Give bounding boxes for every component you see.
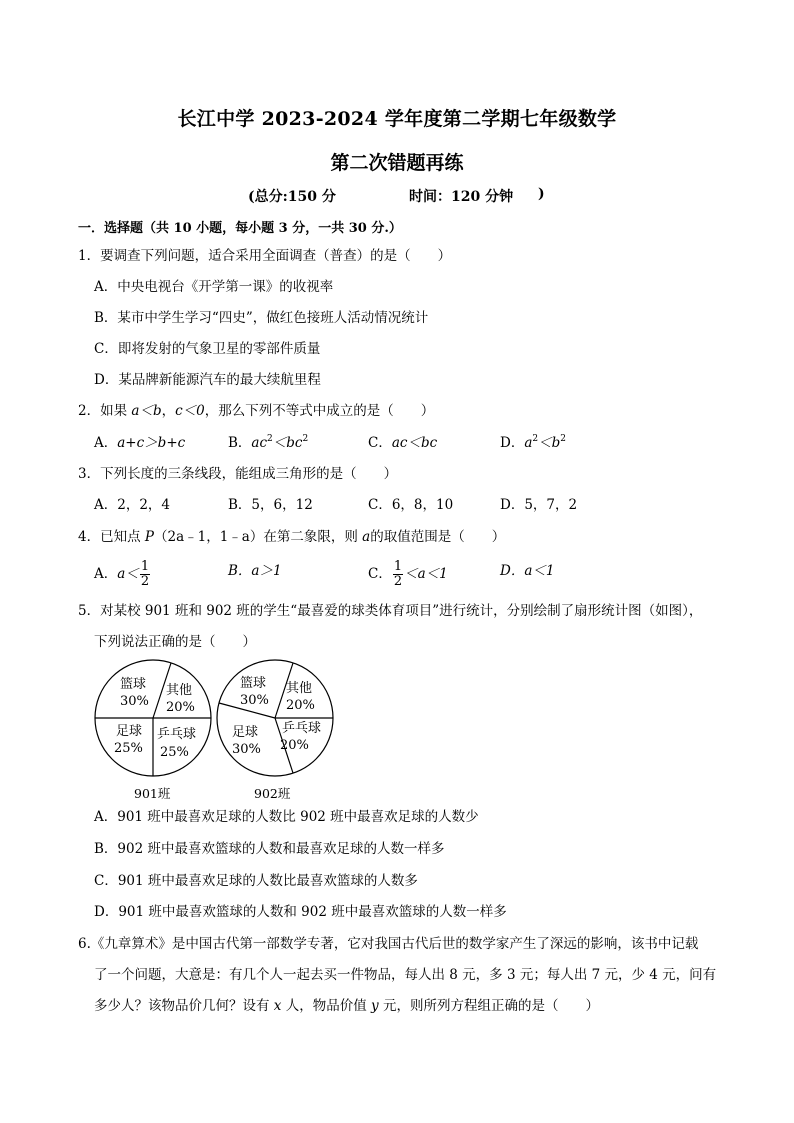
q6-line3-mid: 人，物品价值 [281,998,372,1014]
info-close-paren: ) [538,186,545,202]
question-4-option-c [368,560,448,589]
question-2-option-a [94,433,185,453]
question-3-stem: 3．下列长度的三条线段，能组成三角形的是（ ） [78,466,398,482]
question-1-option-c: C．即将发射的气象卫星的零部件质量 [94,341,321,357]
fraction-denominator: 2 [393,574,403,589]
q2-d-exp2: 2 [560,434,567,444]
q2-d-exp1: 2 [532,434,539,444]
pie-901-pct-basketball: 30% [120,694,149,709]
pie-902-caption: 902班 [254,786,291,801]
pie-902-label-pingpong: 乒乓球 [282,721,322,736]
q4-a-expr: a＜ [117,566,139,582]
q2-condition-1: a＜b [131,403,162,419]
q2-d-right: ＜b [538,435,561,451]
q4-c-label: C． [368,566,392,582]
exam-time: 时间：120 分钟 [409,189,514,205]
q2-b-exp2: 2 [302,434,309,444]
pie-901-svg [92,657,214,779]
q4-a-label: A． [94,566,118,582]
exam-title: 长江中学 2023-2024 学年度第二学期七年级数学 [177,108,617,130]
pie-901-label-pingpong: 乒乓球 [157,727,197,742]
pie-901-label-football: 足球 [116,724,143,739]
question-5-option-b: B．902 班中最喜欢篮球的人数和最喜欢足球的人数一样多 [94,841,445,857]
question-2-option-c [368,433,437,453]
q6-var-x: x [273,998,282,1014]
pie-902-pct-pingpong: 20% [280,738,309,753]
q4-stem-post: 的取值范围是（ ） [370,529,506,545]
question-5-stem-line1: 5．对某校 901 班和 902 班的学生“最喜爱的球类体育项目”进行统计，分别绘制了扇形统计图（如图）， [78,603,703,619]
pie-901-label-other: 其他 [166,683,193,698]
q2-stem-pre: 2．如果 [78,403,132,419]
q2-separator: ， [161,403,176,419]
question-1-option-b: B．某市中学生学习“四史”，做红色接班人活动情况统计 [94,310,429,326]
pie-902-label-other: 其他 [286,681,313,696]
q2-b-label: B． [228,435,252,451]
pie-902-label-football: 足球 [232,725,259,740]
pie-901-label-basketball: 篮球 [120,677,147,692]
question-5-option-c: C．901 班中最喜欢足球的人数比最喜欢篮球的人数多 [94,873,418,889]
fraction-one-half [140,560,150,589]
pie-901-pct-other: 20% [166,700,195,715]
question-6-line1: 6.《九章算术》是中国古代第一部数学专著，它对我国古代后世的数学家产生了深远的影响，该书中记载 [78,936,699,952]
pie-902-svg [214,657,336,779]
q2-d-left: a [524,435,533,451]
question-3-option-a: A．2，2，4 [94,497,171,513]
question-6-line3 [94,996,599,1016]
question-5-option-d: D．901 班中最喜欢篮球的人数和 902 班中最喜欢篮球的人数一样多 [94,904,507,920]
q2-stem-post: ，那么下列不等式中成立的是（ ） [204,403,435,419]
q6-line3-pre: 多少人？该物品价几何？设有 [94,998,274,1014]
q2-b-right: ＜bc [272,435,303,451]
section-heading: 一．选择题（共 10 小题，每小题 3 分，一共 30 分.） [78,221,402,236]
pie-902-pct-other: 20% [286,698,315,713]
pie-chart-901 [92,657,214,779]
pie-902-pct-football: 30% [232,742,261,757]
q4-stem-pre: 4．已知点 [78,529,145,545]
question-6-line2: 了一个问题，大意是：有几个人一起去买一件物品，每人出 8 元，多 3 元；每人出 7 元，少 4 元，问有 [94,967,717,983]
q4-var-a: a [362,529,371,545]
question-1-option-a: A．中央电视台《开学第一课》的收视率 [94,279,334,295]
question-3-option-d: D．5，7，2 [500,497,578,513]
pie-902-pct-basketball: 30% [240,693,269,708]
fraction-denominator: 2 [140,574,150,589]
q4-point-p: P [144,529,154,545]
question-1-option-d: D．某品牌新能源汽车的最大续航里程 [94,372,321,388]
q6-var-y: y [371,998,379,1014]
q2-a-label: A． [94,435,118,451]
total-score: (总分:150 分 [248,189,336,205]
pie-901-caption: 901班 [134,786,171,801]
pie-901-pct-pingpong: 25% [160,745,189,760]
pie-902-label-basketball: 篮球 [240,676,267,691]
question-5-option-a: A．901 班中最喜欢足球的人数比 902 班中最喜欢足球的人数少 [94,809,479,825]
exam-subtitle: 第二次错题再练 [330,152,464,174]
q2-a-expr: a+c＞b+c [117,435,186,451]
question-1-stem: 1．要调查下列问题，适合采用全面调查（普查）的是（ ） [78,248,452,264]
question-2-option-d [500,433,566,453]
fraction-one-half [393,560,403,589]
q2-b-left: ac [251,435,268,451]
q4-stem-mid: 在第二象限，则 [263,529,363,545]
q2-c-label: C． [368,435,392,451]
question-4-option-d: D．a＜1 [500,563,555,579]
fraction-numerator: 1 [393,559,403,574]
q2-b-exp1: 2 [267,434,273,444]
q2-d-label: D． [500,435,525,451]
question-4-stem [78,527,505,547]
pie-901-pct-football: 25% [114,741,143,756]
question-2-option-b [228,433,308,453]
q4-c-expr: ＜a＜1 [404,566,448,582]
question-3-option-c: C．6，8，10 [368,497,454,513]
question-4-option-b: B．a＞1 [228,563,282,579]
q4-coords: （2a﹣1，1﹣a） [153,529,264,545]
q2-condition-2: c＜0 [175,403,205,419]
question-3-option-b: B．5，6，12 [228,497,313,513]
fraction-numerator: 1 [140,559,150,574]
question-4-option-a [94,560,151,589]
question-2-stem [78,401,434,421]
question-5-stem-line2: 下列说法正确的是（ ） [94,634,256,650]
q2-c-expr: ac＜bc [391,435,438,451]
pie-chart-902 [214,657,336,779]
q6-line3-post: 元，则所列方程组正确的是（ ） [378,998,599,1014]
